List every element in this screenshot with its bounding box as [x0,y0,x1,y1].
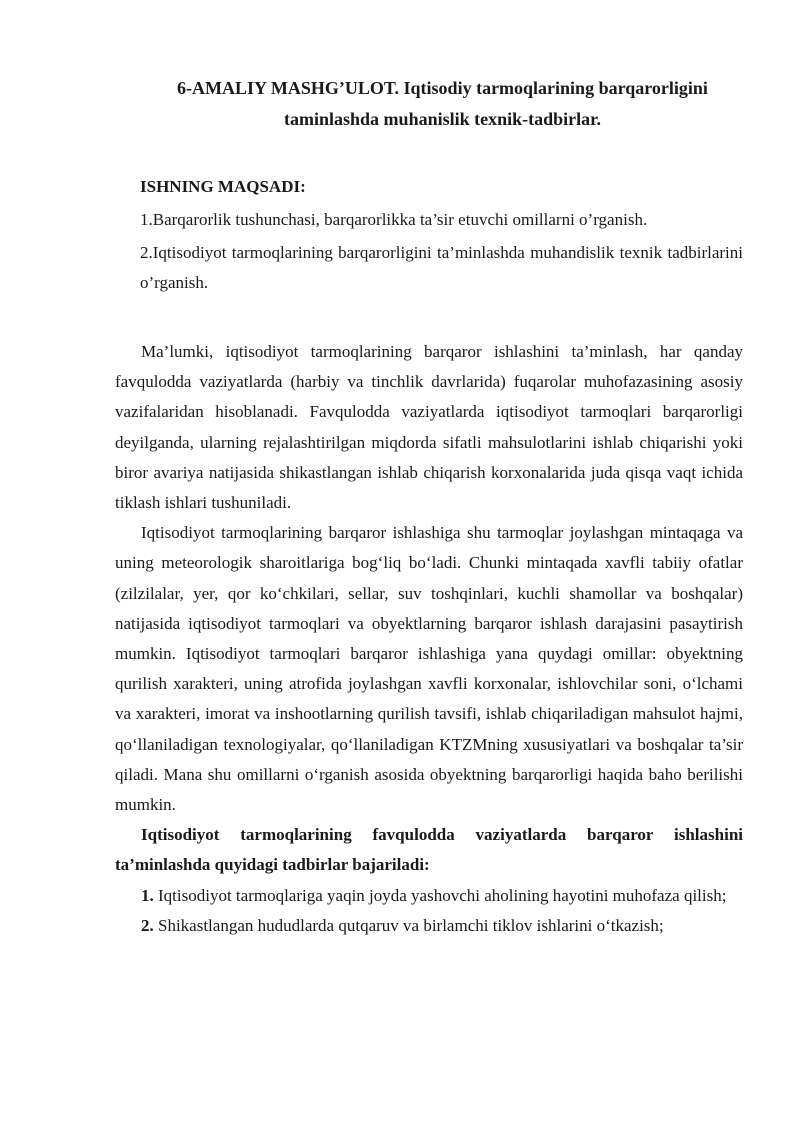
measure-item-2-number: 2. [141,915,154,935]
goal-item-1: 1.Barqarorlik tushunchasi, barqarorlikka ta’sir etuvchi omillarni o’rganish. [140,210,648,229]
measure-item-1-number: 1. [141,885,154,905]
body-section [115,337,743,941]
measure-item-2-text: Shikastlangan hududlarda qutqaruv va birlamchi tiklov ishlarini o‘tkazish; [153,915,664,935]
measure-item-2 [115,911,743,941]
page-title-line-1: 6-AMALIY MASHG’ULOT. Iqtisodiy tarmoqlarining barqarorligini [177,78,708,98]
goal-section [140,172,743,298]
measure-item-1 [115,881,743,911]
goal-heading: ISHNING MAQSADI: [140,177,306,196]
measure-item-1-text: Iqtisodiyot tarmoqlariga yaqin joyda yashovchi aholining hayotini muhofaza qilish; [153,885,727,905]
paragraph-2: Iqtisodiyot tarmoqlarining barqaror ishlashiga shu tarmoqlar joylashgan mintaqaga va uning meteorologik sharoitlariga bog‘liq bo‘ladi. Chunki mintaqada xavfli tabiiy ofatlar (zilzilalar, yer, qor ko‘chkilari, sellar, suv toshqinlari, kuchli shamollar va boshqalar) natijasida iqtisodiyot tarmoqlari va obyektlarning barqaror ishlash darajasini pasaytirish mumkin. Iqtisodiyot tarmoqlari barqaror ishlashiga yana quydagi omillar: obyektning qurilish xarakteri, uning atrofida joylashgan xavfli korxonalar, ishlovchilar soni, o‘lchami va xarakteri, imorat va inshootlarning qurilish tavsifi, ishlab chiqariladigan mahsulot hajmi, qo‘llaniladigan texnologiyalar, qo‘llaniladigan KTZMning xususiyatlari va boshqalar ta’sir qiladi. Mana shu omillarni o‘rganish asosida obyektning barqarorligi haqida baho berilishi mumkin. [115,523,743,815]
goal-item-2: 2.Iqtisodiyot tarmoqlarining barqarorligini ta’minlashda muhandislik texnik tadbirlarini o’rganish. [140,243,743,292]
measures-heading: Iqtisodiyot tarmoqlarining favqulodda vaziyatlarda barqaror ishlashini ta’minlashda quyidagi tadbirlar bajariladi: [115,825,743,875]
page-title-line-2: taminlashda muhanislik texnik-tadbirlar. [284,109,601,129]
paragraph-1: Ma’lumki, iqtisodiyot tarmoqlarining barqaror ishlashini ta’minlash, har qanday favqulodda vaziyatlarda (harbiy va tinchlik davrlarida) fuqarolar muhofazasining asosiy vazifalaridan hisoblanadi. Favqulodda vaziyatlarda iqtisodiyot tarmoqlari barqarorligi deyilganda, ularning rejalashtirilgan miqdorda sifatli mahsulotlarini ishlab chiqarishi yoki biror avariya natijasida shikastlangan ishlab chiqarish korxonalarida juda qisqa vaqt ichida tiklash ishlari tushuniladi. [115,342,743,513]
